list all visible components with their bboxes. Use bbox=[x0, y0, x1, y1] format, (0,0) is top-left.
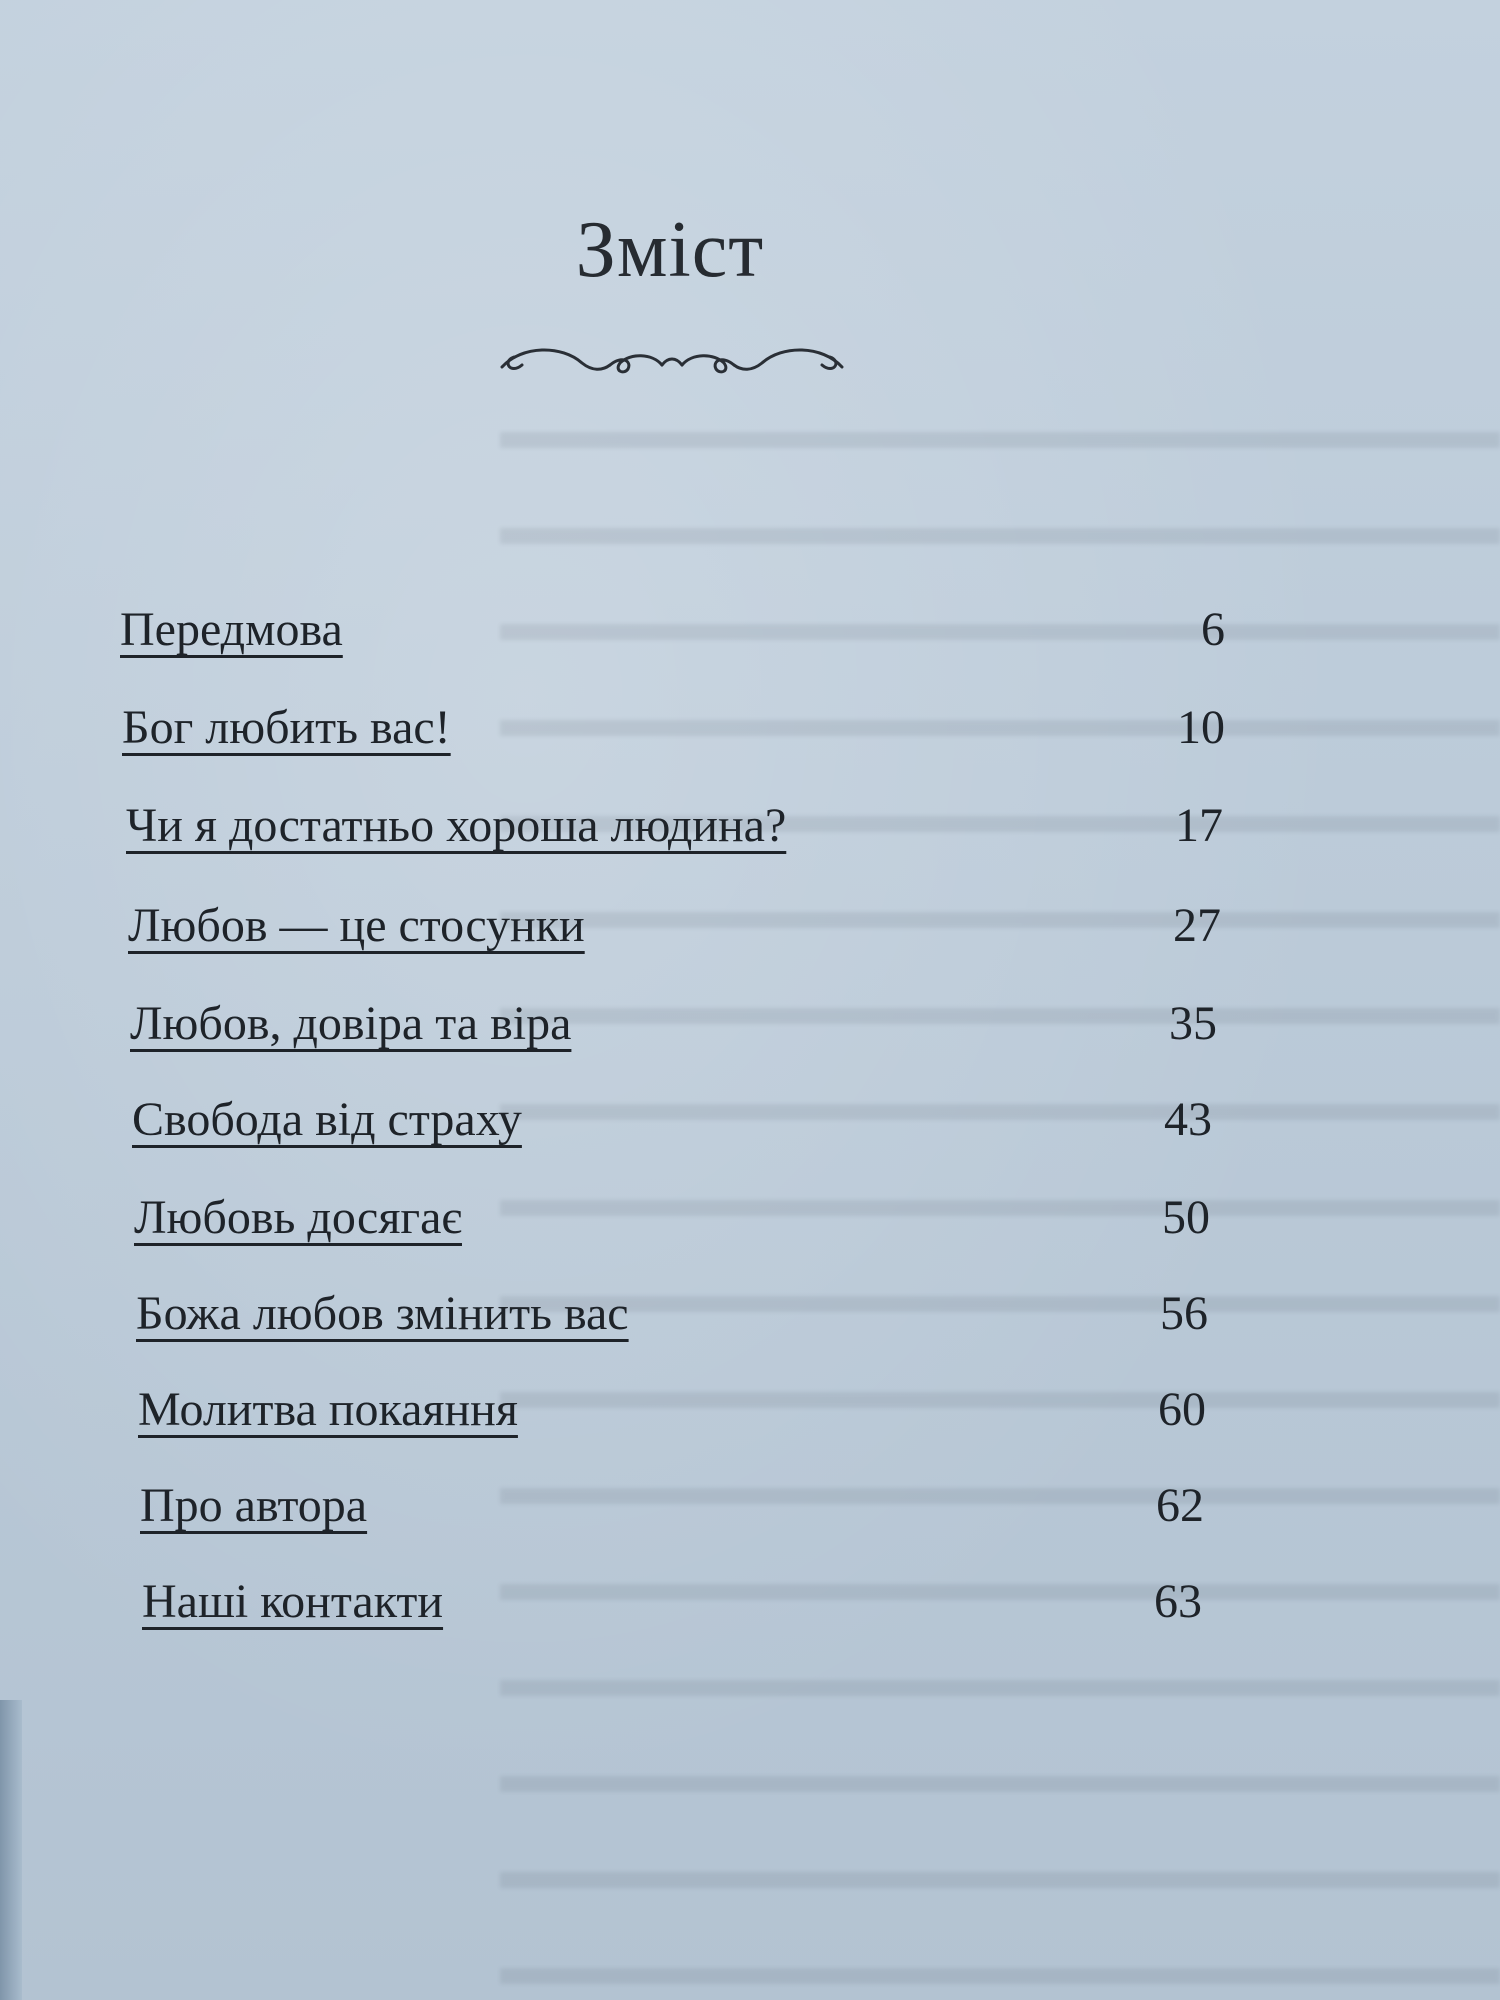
toc-entry-freedom-from-fear[interactable] bbox=[132, 1092, 1212, 1162]
toc-entry-foreword[interactable] bbox=[120, 602, 1225, 672]
toc-entry-love-is-relationship[interactable] bbox=[128, 898, 1221, 968]
toc-entry-label: Про автора bbox=[140, 1479, 368, 1532]
toc-entry-page: 56 bbox=[1160, 1287, 1208, 1340]
toc-entry-label: Бог любить вас! bbox=[122, 701, 451, 754]
toc-entry-label: Наші контакти bbox=[142, 1575, 444, 1628]
toc-entry-page: 50 bbox=[1162, 1191, 1210, 1244]
toc-entry-contacts[interactable] bbox=[142, 1574, 1202, 1644]
page-title: Зміст bbox=[575, 206, 765, 294]
toc-entry-gods-love-changes[interactable] bbox=[136, 1286, 1208, 1356]
toc-entry-page: 27 bbox=[1173, 899, 1221, 952]
toc-entry-about-author[interactable] bbox=[140, 1478, 1204, 1548]
toc-entry-page: 10 bbox=[1177, 701, 1225, 754]
toc-entry-label: Божа любов змінить вас bbox=[136, 1287, 629, 1340]
toc-entry-label: Свобода від страху bbox=[132, 1093, 522, 1146]
toc-entry-label: Чи я достатньо хороша людина? bbox=[126, 799, 787, 852]
toc-entry-love-reaches[interactable] bbox=[134, 1190, 1210, 1260]
toc-entry-page: 62 bbox=[1156, 1479, 1204, 1532]
toc-entry-page: 60 bbox=[1158, 1383, 1206, 1436]
toc-entry-page: 43 bbox=[1164, 1093, 1212, 1146]
toc-entry-prayer-of-repentance[interactable] bbox=[138, 1382, 1206, 1452]
toc-entry-label: Передмова bbox=[120, 603, 343, 656]
toc-entry-label: Любов — це стосунки bbox=[128, 899, 585, 952]
toc-entry-label: Молитва покаяння bbox=[138, 1383, 518, 1436]
toc-entry-god-loves-you[interactable] bbox=[122, 700, 1225, 770]
toc-entry-good-enough[interactable] bbox=[126, 798, 1223, 868]
toc-entry-page: 35 bbox=[1169, 997, 1217, 1050]
toc-entry-page: 63 bbox=[1154, 1575, 1202, 1628]
toc-entry-label: Любов, довіра та віра bbox=[130, 997, 572, 1050]
toc-entry-page: 17 bbox=[1175, 799, 1223, 852]
toc-entry-page: 6 bbox=[1201, 603, 1225, 656]
toc-entry-label: Любовь досягає bbox=[134, 1191, 462, 1244]
toc-entry-love-trust-faith[interactable] bbox=[130, 996, 1217, 1066]
